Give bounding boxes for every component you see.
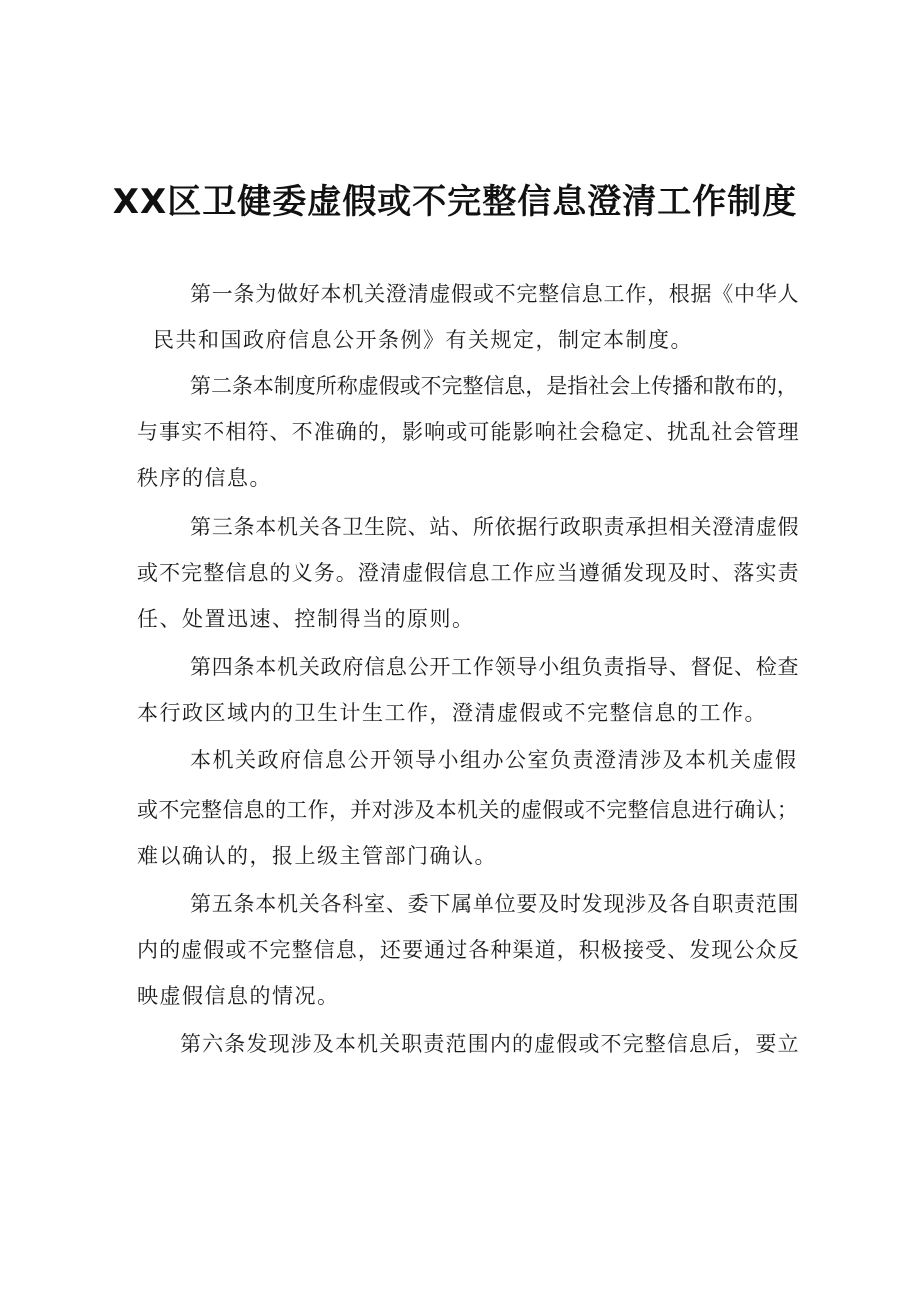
body-line-7: 或不完整信息的义务。澄清虚假信息工作应当遵循发现及时、落实责 bbox=[137, 561, 800, 585]
body-line-10: 本行政区域内的卫生计生工作，澄清虚假或不完整信息的工作。 bbox=[137, 701, 767, 725]
body-line-2: 民共和国政府信息公开条例》有关规定，制定本制度。 bbox=[153, 328, 693, 352]
body-line-6: 第三条本机关各卫生院、站、所依据行政职责承担相关澄清虚假 bbox=[190, 515, 800, 539]
body-line-3: 第二条本制度所称虚假或不完整信息，是指社会上传播和散布的， bbox=[190, 374, 798, 398]
body-line-4: 与事实不相符、不准确的，影响或可能影响社会稳定、扰乱社会管理 bbox=[137, 420, 800, 444]
body-line-11: 本机关政府信息公开领导小组办公室负责澄清涉及本机关虚假 bbox=[190, 748, 798, 772]
body-line-13: 难以确认的，报上级主管部门确认。 bbox=[137, 844, 497, 868]
body-line-15: 内的虚假或不完整信息，还要通过各种渠道，积极接受、发现公众反 bbox=[137, 938, 800, 962]
body-line-1: 第一条为做好本机关澄清虚假或不完整信息工作，根据《中华人 bbox=[190, 282, 800, 306]
body-line-9: 第四条本机关政府信息公开工作领导小组负责指导、督促、检查 bbox=[190, 655, 800, 679]
body-line-12: 或不完整信息的工作，并对涉及本机关的虚假或不完整信息进行确认； bbox=[137, 798, 799, 822]
body-line-17: 第六条发现涉及本机关职责范围内的虚假或不完整信息后，要立 bbox=[180, 1032, 800, 1056]
body-line-14: 第五条本机关各科室、委下属单位要及时发现涉及各自职责范围 bbox=[190, 892, 800, 916]
document-title: XX区卫健委虚假或不完整信息澄清工作制度 bbox=[112, 182, 798, 222]
body-line-8: 任、处置迅速、控制得当的原则。 bbox=[137, 607, 475, 631]
body-line-16: 映虚假信息的情况。 bbox=[137, 984, 340, 1008]
body-line-5: 秩序的信息。 bbox=[137, 466, 272, 490]
